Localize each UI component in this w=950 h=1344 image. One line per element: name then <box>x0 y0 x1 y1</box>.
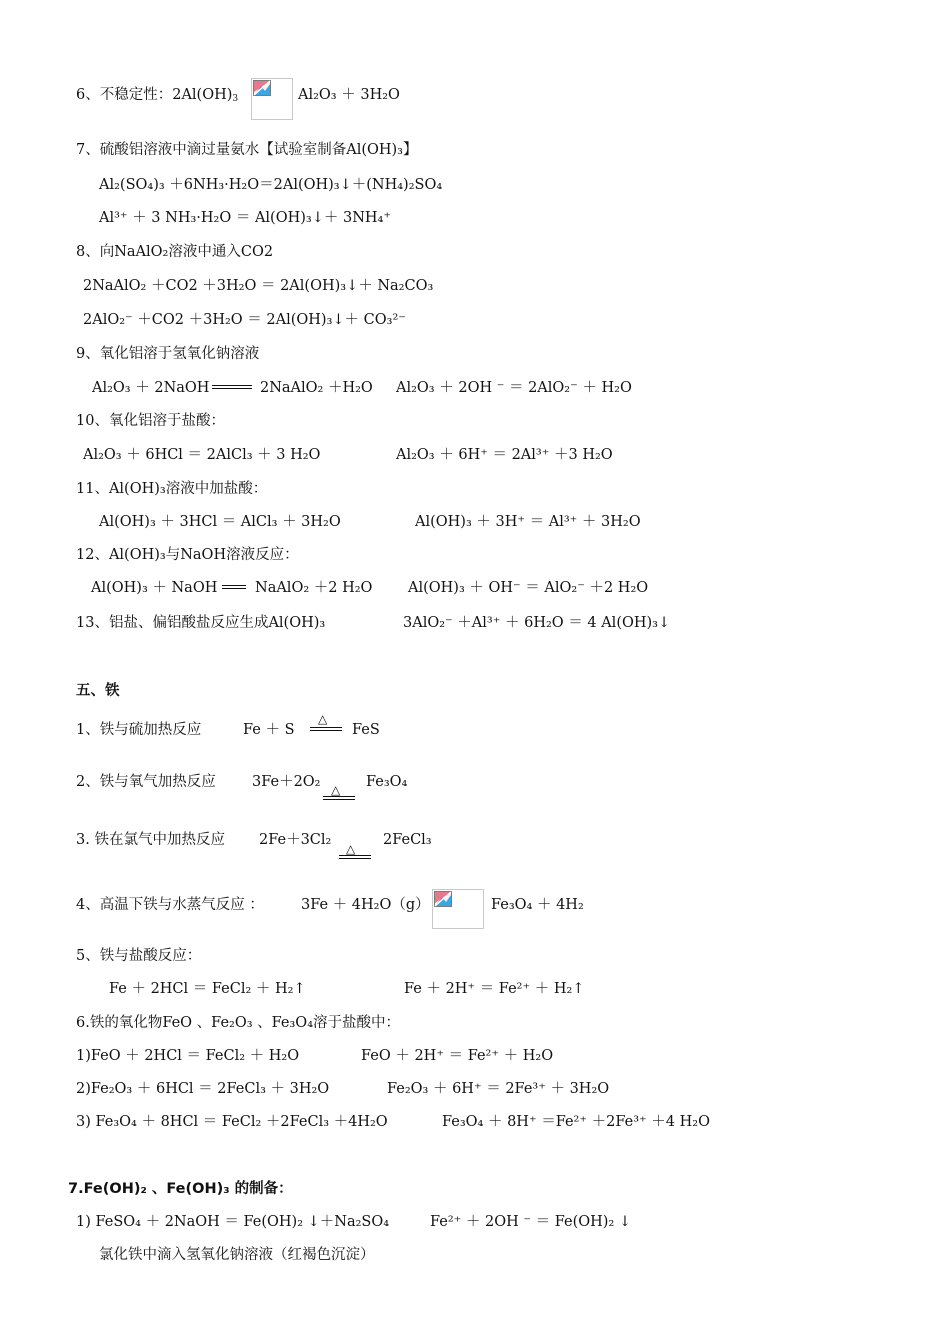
item-12-eq2: Al(OH)₃ ＋ OH⁻ ＝ AlO₂⁻ ＋2 H₂O <box>408 580 649 596</box>
item-11-title: 11、Al(OH)₃溶液中加盐酸： <box>76 481 268 497</box>
fe-6-c-eq2: Fe₃O₄ ＋ 8H⁺ ＝Fe²⁺ ＋2Fe³⁺ ＋4 H₂O <box>442 1114 710 1130</box>
item-7-eq2: Al³⁺ ＋ 3 NH₃·H₂O ＝ Al(OH)₃↓＋ 3NH₄⁺ <box>99 210 391 226</box>
fe-3-label: 3. 铁在氯气中加热反应 <box>76 832 225 848</box>
fe-6-c-eq1: 3) Fe₃O₄ ＋ 8HCl ＝ FeCl₂ ＋2FeCl₃ ＋4H₂O <box>76 1114 388 1130</box>
item-9-eq1-right: 2NaAlO₂ ＋H₂O <box>260 380 373 396</box>
fe-1-label: 1、铁与硫加热反应 <box>76 722 202 738</box>
fe-7-title: 7.Fe(OH)₂ 、Fe(OH)₃ 的制备： <box>68 1181 293 1197</box>
fe-6-b-eq1: 2)Fe₂O₃ ＋ 6HCl ＝ 2FeCl₃ ＋ 3H₂O <box>76 1081 330 1097</box>
section-iron-title: 五、铁 <box>76 683 120 699</box>
fe-7-eq1: 1) FeSO₄ ＋ 2NaOH ＝ Fe(OH)₂ ↓＋Na₂SO₄ <box>76 1214 390 1230</box>
item-13-title: 13、铝盐、偏铝酸盐反应生成Al(OH)₃ <box>76 615 326 631</box>
fe-2-right: Fe₃O₄ <box>366 774 408 790</box>
fe-6-label: 6.铁的氧化物FeO 、Fe₂O₃ 、Fe₃O₄溶于盐酸中： <box>76 1015 401 1031</box>
item-8-eq2: 2AlO₂⁻ ＋CO2 ＋3H₂O ＝ 2Al(OH)₃↓＋ CO₃²⁻ <box>83 312 406 328</box>
item-11-eq2: Al(OH)₃ ＋ 3H⁺ ＝ Al³⁺ ＋ 3H₂O <box>415 514 641 530</box>
item-11-eq1: Al(OH)₃ ＋ 3HCl ＝ AlCl₃ ＋ 3H₂O <box>99 514 341 530</box>
equals-sign <box>310 727 342 731</box>
equals-sign <box>212 385 252 389</box>
item-10-eq2: Al₂O₃ ＋ 6H⁺ ＝ 2Al³⁺ ＋3 H₂O <box>396 447 613 463</box>
fe-6-a-eq2: FeO ＋ 2H⁺ ＝ Fe²⁺ ＋ H₂O <box>361 1048 554 1064</box>
fe-4-label: 4、高温下铁与水蒸气反应 ： <box>76 897 264 913</box>
item-8-eq1: 2NaAlO₂ ＋CO2 ＋3H₂O ＝ 2Al(OH)₃↓＋ Na₂CO₃ <box>83 278 434 294</box>
fe-7-note: 氯化铁中滴入氢氧化钠溶液（红褐色沉淀） <box>99 1247 375 1263</box>
fe-3-left: 2Fe＋3Cl₂ <box>259 832 332 848</box>
equals-sign <box>339 855 371 859</box>
heat-condition-icon: △ <box>318 712 328 726</box>
heat-condition-icon: △ <box>331 783 341 797</box>
item-13-eq: 3AlO₂⁻ ＋Al³⁺ ＋ 6H₂O ＝ 4 Al(OH)₃↓ <box>403 615 671 631</box>
item-9-title: 9、氧化铝溶于氢氧化钠溶液 <box>76 346 260 362</box>
image-placeholder-icon <box>253 80 271 96</box>
fe-4-left: 3Fe ＋ 4H₂O（g） <box>301 897 430 913</box>
item-10-eq1: Al₂O₃ ＋ 6HCl ＝ 2AlCl₃ ＋ 3 H₂O <box>83 447 321 463</box>
fe-6-a-eq1: 1)FeO ＋ 2HCl ＝ FeCl₂ ＋ H₂O <box>76 1048 300 1064</box>
item-12-eq1-right: NaAlO₂ ＋2 H₂O <box>255 580 373 596</box>
item-7-title: 7、硫酸铝溶液中滴过量氨水【试验室制备Al(OH)₃】 <box>76 142 418 158</box>
fe-2-left: 3Fe＋2O₂ <box>252 774 321 790</box>
item-9-eq2: Al₂O₃ ＋ 2OH ⁻ ＝ 2AlO₂⁻ ＋ H₂O <box>396 380 632 396</box>
fe-2-label: 2、铁与氧气加热反应 <box>76 774 216 790</box>
fe-4-right: Fe₃O₄ ＋ 4H₂ <box>491 897 584 913</box>
item-9-eq1-left: Al₂O₃ ＋ 2NaOH <box>92 380 210 396</box>
item-6-products: Al₂O₃ ＋ 3H₂O <box>298 87 400 103</box>
equals-sign <box>222 585 246 589</box>
fe-5-eq1: Fe ＋ 2HCl ＝ FeCl₂ ＋ H₂↑ <box>109 981 306 997</box>
item-8-title: 8、向NaAlO₂溶液中通入CO2 <box>76 244 274 260</box>
item-6-label: 6、不稳定性：$2Al(OH)_3$ <box>76 87 239 104</box>
heat-condition-icon: △ <box>346 842 356 856</box>
broken-image-icon <box>251 78 293 120</box>
broken-image-icon <box>432 889 484 929</box>
equals-sign <box>323 796 355 800</box>
item-12-eq1-left: Al(OH)₃ ＋ NaOH <box>91 580 218 596</box>
item-10-title: 10、氧化铝溶于盐酸： <box>76 413 225 429</box>
fe-6-b-eq2: Fe₂O₃ ＋ 6H⁺ ＝ 2Fe³⁺ ＋ 3H₂O <box>387 1081 610 1097</box>
fe-1-right: FeS <box>352 722 380 738</box>
item-12-title: 12、Al(OH)₃与NaOH溶液反应： <box>76 547 299 563</box>
item-7-eq1: Al₂(SO₄)₃ ＋6NH₃·H₂O＝2Al(OH)₃↓＋(NH₄)₂SO₄ <box>99 177 443 193</box>
fe-5-label: 5、铁与盐酸反应： <box>76 948 202 964</box>
fe-5-eq2: Fe ＋ 2H⁺ ＝ Fe²⁺ ＋ H₂↑ <box>404 981 585 997</box>
fe-1-left: Fe ＋ S <box>243 722 295 738</box>
fe-7-eq2: Fe²⁺ ＋ 2OH ⁻ ＝ Fe(OH)₂ ↓ <box>430 1214 632 1230</box>
fe-3-right: 2FeCl₃ <box>383 832 432 848</box>
image-placeholder-icon <box>434 891 452 907</box>
